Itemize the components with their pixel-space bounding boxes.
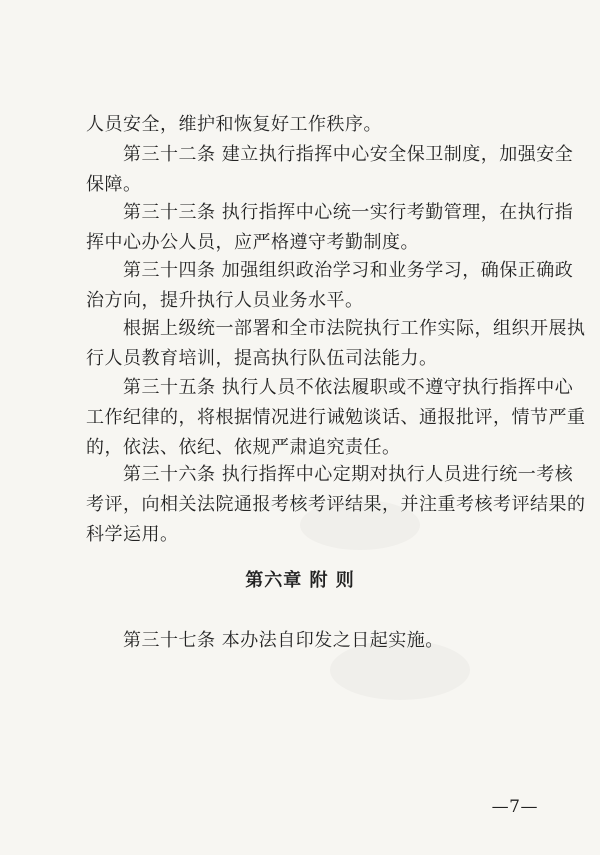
article-35 xyxy=(86,373,586,463)
text-line: 的，依法、依纪、依规严肃追究责任。 xyxy=(86,437,401,458)
text-line: 考评，向相关法院通报考核考评结果，并注重考核考评结果的 xyxy=(86,494,586,515)
paragraph-continuation xyxy=(86,110,536,140)
article-34 xyxy=(86,256,574,316)
article-32 xyxy=(86,140,574,200)
text-line: 第三十三条 执行指挥中心统一实行考勤管理，在执行指 xyxy=(86,202,574,223)
article-33 xyxy=(86,198,574,258)
text-line: 工作纪律的，将根据情况进行诫勉谈话、通报批评，情节严重 xyxy=(86,407,586,428)
text-line: 第三十五条 执行人员不依法履职或不遵守执行指挥中心 xyxy=(86,377,574,398)
training-paragraph xyxy=(86,314,586,374)
page-number: —7— xyxy=(491,797,538,817)
chapter-heading: 第六章 附 则 xyxy=(245,570,355,591)
text-line: 第三十二条 建立执行指挥中心安全保卫制度，加强安全 xyxy=(86,144,574,165)
text-line: 保障。 xyxy=(86,174,142,195)
text-line: 第三十四条 加强组织政治学习和业务学习，确保正确政 xyxy=(86,260,574,281)
text-line: 治方向，提升执行人员业务水平。 xyxy=(86,290,364,311)
text-line: 挥中心办公人员，应严格遵守考勤制度。 xyxy=(86,232,419,253)
article-36 xyxy=(86,460,586,550)
text-line: 行人员教育培训，提高执行队伍司法能力。 xyxy=(86,348,438,369)
text-line: 人员安全，维护和恢复好工作秩序。 xyxy=(86,114,382,135)
text-line: 第三十六条 执行指挥中心定期对执行人员进行统一考核 xyxy=(86,464,574,485)
text-line: 第三十七条 本办法自印发之日起实施。 xyxy=(86,630,444,651)
text-line: 根据上级统一部署和全市法院执行工作实际，组织开展执 xyxy=(86,318,586,339)
text-line: 科学运用。 xyxy=(86,524,179,545)
article-37 xyxy=(86,626,536,656)
